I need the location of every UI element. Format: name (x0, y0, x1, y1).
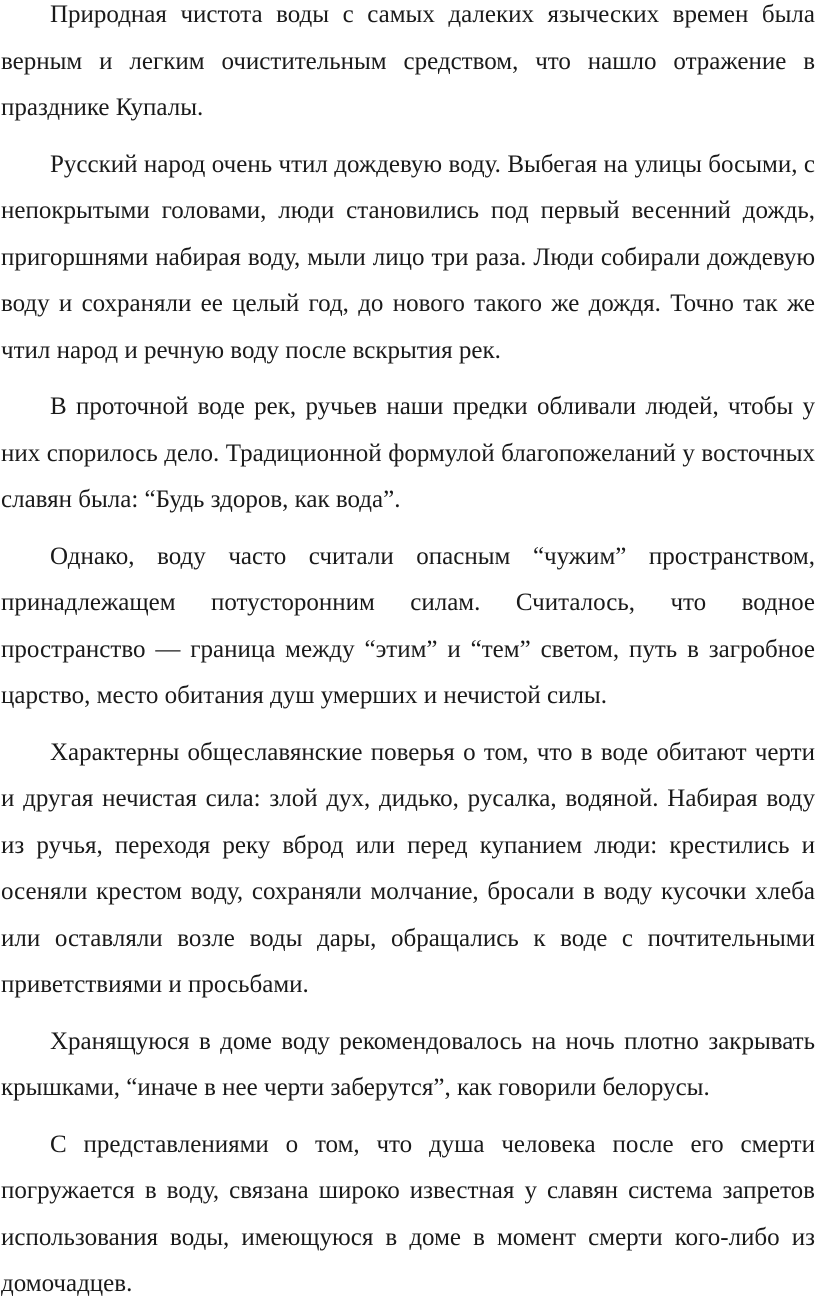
paragraph-1: Природная чистота воды с самых далеких языческих времен была верным и легким очистительным средством, что нашло отражение в празднике Купалы. (1, 1, 815, 121)
paragraph-7: С представлениями о том, что душа человека после его смерти погружается в воду, связана широко известная у славян система запретов использования воды, имеющуюся в доме в момент смерти кого-либо из домочадцев. (1, 1130, 815, 1297)
paragraph-6: Хранящуюся в доме воду рекомендовалось на ночь плотно закрывать крышками, “иначе в нее черти заберутся”, как говорили белорусы. (1, 1027, 815, 1101)
paragraph-4: Однако, воду часто считали опасным “чужим” пространством, принадлежащем потусторонним силам. Считалось, что водное пространство — граница между “этим” и “тем” светом, путь в загробное царство, место обитания душ умерших и нечистой силы. (1, 542, 815, 709)
paragraph-5: Характерны общеславянские поверья о том, что в воде обитают черти и другая нечистая сила: злой дух, дидько, русалка, водяной. Набирая воду из ручья, переходя реку вброд или перед купанием люди: крестились и осеняли крестом воду, сохраняли молчание, бросали в воду кусочки хлеба или оставляли возле воды дары, обращались к воде с почтительными приветствиями и просьбами. (1, 738, 815, 998)
paragraph-3: В проточной воде рек, ручьев наши предки обливали людей, чтобы у них спорилось дело. Традиционной формулой благопожеланий у восточных славян была: “Будь здоров, как вода”. (1, 393, 815, 513)
paragraph-2: Русский народ очень чтил дождевую воду. Выбегая на улицы босыми, с непокрытыми головами, люди становились под первый весенний дождь, пригоршнями набирая воду, мыли лицо три раза. Люди собирали дождевую воду и сохраняли ее целый год, до нового такого же дождя. Точно так же чтил народ и речную воду после вскрытия рек. (1, 150, 815, 364)
